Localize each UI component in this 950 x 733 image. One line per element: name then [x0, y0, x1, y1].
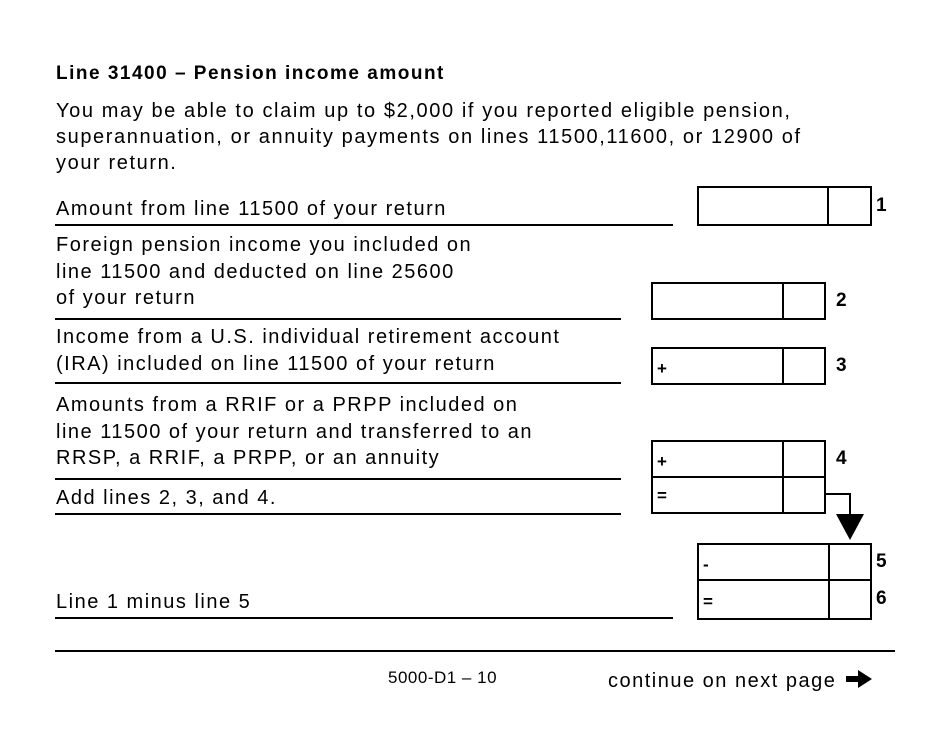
line-1-amount-field[interactable] — [697, 186, 872, 226]
line-5-cents-input[interactable] — [834, 554, 868, 572]
line-number-1: 1 — [876, 195, 887, 216]
subtotal-cents-input[interactable] — [788, 487, 822, 505]
cents-divider — [782, 442, 784, 476]
line-4-cents-input[interactable] — [788, 451, 822, 469]
carry-down-arrow-icon — [820, 486, 870, 542]
line-4-label: Amounts from a RRIF or a PRPP included on line 11500 of your return and transferred to an RRSP, a RRIF, a PRPP, or an annuity — [56, 394, 534, 469]
line-5-dollars-input[interactable] — [719, 554, 823, 572]
intro-line: superannuation, or annuity payments on lines 11500,11600, or 12900 of — [56, 126, 802, 148]
subtotal-dollars-input[interactable] — [673, 487, 777, 505]
plus-sign: + — [657, 359, 667, 378]
cents-divider — [828, 545, 830, 579]
line-3-dollars-input[interactable] — [673, 358, 777, 376]
plus-sign: + — [657, 452, 667, 471]
line-6-dollars-input[interactable] — [719, 591, 823, 609]
cents-divider — [782, 284, 784, 318]
line-3-label: Income from a U.S. individual retirement account (IRA) included on line 11500 of your return — [56, 326, 561, 375]
line-number-2: 2 — [836, 290, 847, 311]
subtotal-rule — [55, 513, 621, 515]
line-2-cents-input[interactable] — [788, 293, 822, 311]
line-number-4: 4 — [836, 448, 847, 469]
cents-divider — [827, 188, 829, 224]
line-number-6: 6 — [876, 588, 887, 609]
line-1-dollars-input[interactable] — [705, 198, 823, 216]
line-1-rule — [55, 224, 673, 226]
equals-sign: = — [703, 592, 713, 611]
line-6-cents-input[interactable] — [834, 591, 868, 609]
line-3-rule — [55, 382, 621, 384]
continue-link[interactable] — [608, 668, 873, 693]
line-2-dollars-input[interactable] — [659, 293, 777, 311]
intro-line: your return. — [56, 152, 178, 174]
form-code: 5000-D1 – 10 — [388, 668, 498, 687]
line-number-5: 5 — [876, 551, 887, 572]
line-1-cents-input[interactable] — [833, 198, 867, 216]
line-6-amount-field[interactable] — [697, 579, 872, 620]
line-3-amount-field[interactable] — [651, 347, 826, 385]
continue-text: continue on next page — [608, 670, 837, 692]
section-intro — [56, 98, 802, 176]
line-3-cents-input[interactable] — [788, 358, 822, 376]
line-2-amount-field[interactable] — [651, 282, 826, 320]
subtotal-label: Add lines 2, 3, and 4. — [56, 487, 277, 509]
line-4-dollars-input[interactable] — [673, 451, 777, 469]
minus-sign: - — [703, 555, 709, 574]
line-number-3: 3 — [836, 355, 847, 376]
equals-sign: = — [657, 486, 667, 505]
line-1-label: Amount from line 11500 of your return — [56, 198, 447, 220]
line-6-label: Line 1 minus line 5 — [56, 591, 252, 613]
footer-rule — [55, 650, 895, 652]
intro-line: You may be able to claim up to $2,000 if you reported eligible pension, — [56, 100, 792, 122]
line-2-rule — [55, 318, 621, 320]
section-title: Line 31400 – Pension income amount — [56, 63, 445, 84]
line-2-label: Foreign pension income you included on line 11500 and deducted on line 25600 of your return — [56, 234, 473, 309]
line-4-rule — [55, 478, 621, 480]
cents-divider — [828, 581, 830, 618]
cents-divider — [782, 478, 784, 512]
cents-divider — [782, 349, 784, 383]
subtotal-amount-field[interactable] — [651, 476, 826, 514]
line-6-rule — [55, 617, 673, 619]
line-5-amount-field[interactable] — [697, 543, 872, 581]
line-4-amount-field[interactable] — [651, 440, 826, 478]
arrow-right-icon — [845, 668, 873, 690]
